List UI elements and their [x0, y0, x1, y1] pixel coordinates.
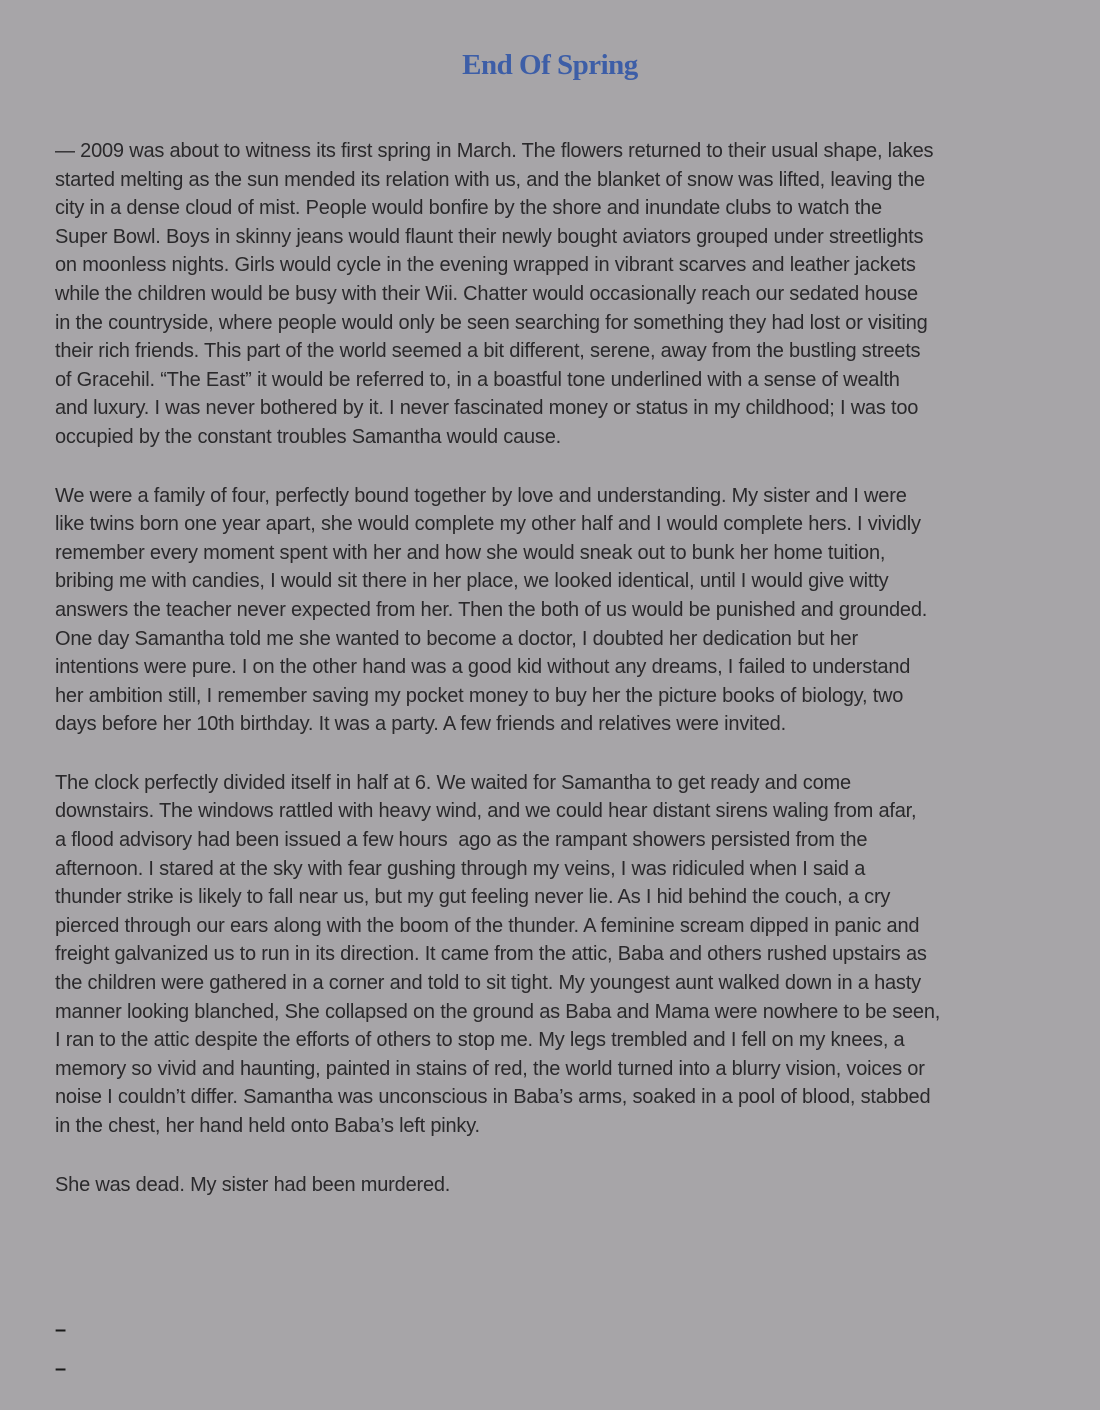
trailing-dash-mark: –	[55, 1319, 66, 1342]
text-line: started melting as the sun mended its relation with us, and the blanket of snow was lifted, leaving the	[55, 168, 925, 191]
document-title: End Of Spring	[462, 49, 638, 81]
text-line: on moonless nights. Girls would cycle in the evening wrapped in vibrant scarves and leather jackets	[55, 254, 916, 277]
text-line: I ran to the attic despite the efforts of others to stop me. My legs trembled and I fell on my knees, a	[55, 1029, 905, 1052]
text-line: the children were gathered in a corner and told to sit tight. My youngest aunt walked down in a hasty	[55, 972, 921, 995]
text-line: and luxury. I was never bothered by it. I never fascinated money or status in my childhood; I was too	[55, 397, 919, 420]
text-line: intentions were pure. I on the other hand was a good kid without any dreams, I failed to understand	[55, 656, 911, 679]
text-line: of Gracehil. “The East” it would be referred to, in a boastful tone underlined with a sense of wealth	[55, 368, 900, 391]
text-line: — 2009 was about to witness its first spring in March. The flowers returned to their usual shape, lakes	[55, 140, 934, 162]
text-line: like twins born one year apart, she would complete my other half and I would complete hers. I vividly	[55, 513, 921, 536]
text-line: in the chest, her hand held onto Baba’s left pinky.	[55, 1115, 480, 1137]
text-line: remember every moment spent with her and how she would sneak out to bunk her home tuition,	[55, 541, 886, 564]
text-line: bribing me with candies, I would sit there in her place, we looked identical, until I would give witty	[55, 570, 889, 593]
text-line: occupied by the constant troubles Samantha would cause.	[55, 425, 561, 448]
text-line: pierced through our ears along with the boom of the thunder. A feminine scream dipped in panic and	[55, 914, 920, 937]
text-line: One day Samantha told me she wanted to become a doctor, I doubted her dedication but her	[55, 627, 858, 650]
trailing-dash-mark: –	[55, 1357, 66, 1380]
text-line: their rich friends. This part of the world seemed a bit different, serene, away from the bustling streets	[55, 340, 921, 363]
text-line: freight galvanized us to run in its direction. It came from the attic, Baba and others rushed upstairs as	[55, 943, 927, 966]
text-line: We were a family of four, perfectly bound together by love and understanding. My sister and I were	[55, 484, 907, 507]
paragraph	[55, 137, 1065, 452]
text-line: downstairs. The windows rattled with heavy wind, and we could hear distant sirens waling from afar,	[55, 800, 917, 823]
text-line: while the children would be busy with their Wii. Chatter would occasionally reach our sedated house	[55, 282, 918, 305]
text-line: thunder strike is likely to fall near us, but my gut feeling never lie. As I hid behind the couch, a cry	[55, 886, 891, 909]
text-line: city in a dense cloud of mist. People would bonfire by the shore and inundate clubs to watch the	[55, 197, 882, 220]
text-line: her ambition still, I remember saving my pocket money to buy her the picture books of biology, two	[55, 684, 904, 707]
text-line: Super Bowl. Boys in skinny jeans would flaunt their newly bought aviators grouped under streetlights	[55, 225, 924, 248]
paragraph	[55, 769, 1065, 1141]
document-body	[55, 137, 1065, 1383]
text-line: memory so vivid and haunting, painted in stains of red, the world turned into a blurry vision, voices or	[55, 1057, 925, 1080]
text-line: afternoon. I stared at the sky with fear gushing through my veins, I was ridiculed when I said a	[55, 857, 866, 880]
paragraph	[55, 482, 1065, 739]
text-line: a flood advisory had been issued a few hours ago as the rampant showers persisted from the	[55, 829, 868, 852]
paragraph	[55, 1171, 1065, 1200]
text-line: noise I couldn’t differ. Samantha was unconscious in Baba’s arms, soaked in a pool of blood, stabbed	[55, 1086, 931, 1109]
text-line: The clock perfectly divided itself in half at 6. We waited for Samantha to get ready and come	[55, 771, 851, 794]
text-line: days before her 10th birthday. It was a party. A few friends and relatives were invited.	[55, 713, 786, 736]
text-line: answers the teacher never expected from her. Then the both of us would be punished and grounded.	[55, 598, 928, 621]
text-line: She was dead. My sister had been murdered.	[55, 1173, 451, 1196]
text-line: in the countryside, where people would only be seen searching for something they had lost or visiting	[55, 311, 928, 334]
text-line: manner looking blanched, She collapsed on the ground as Baba and Mama were nowhere to be seen,	[55, 1000, 941, 1023]
